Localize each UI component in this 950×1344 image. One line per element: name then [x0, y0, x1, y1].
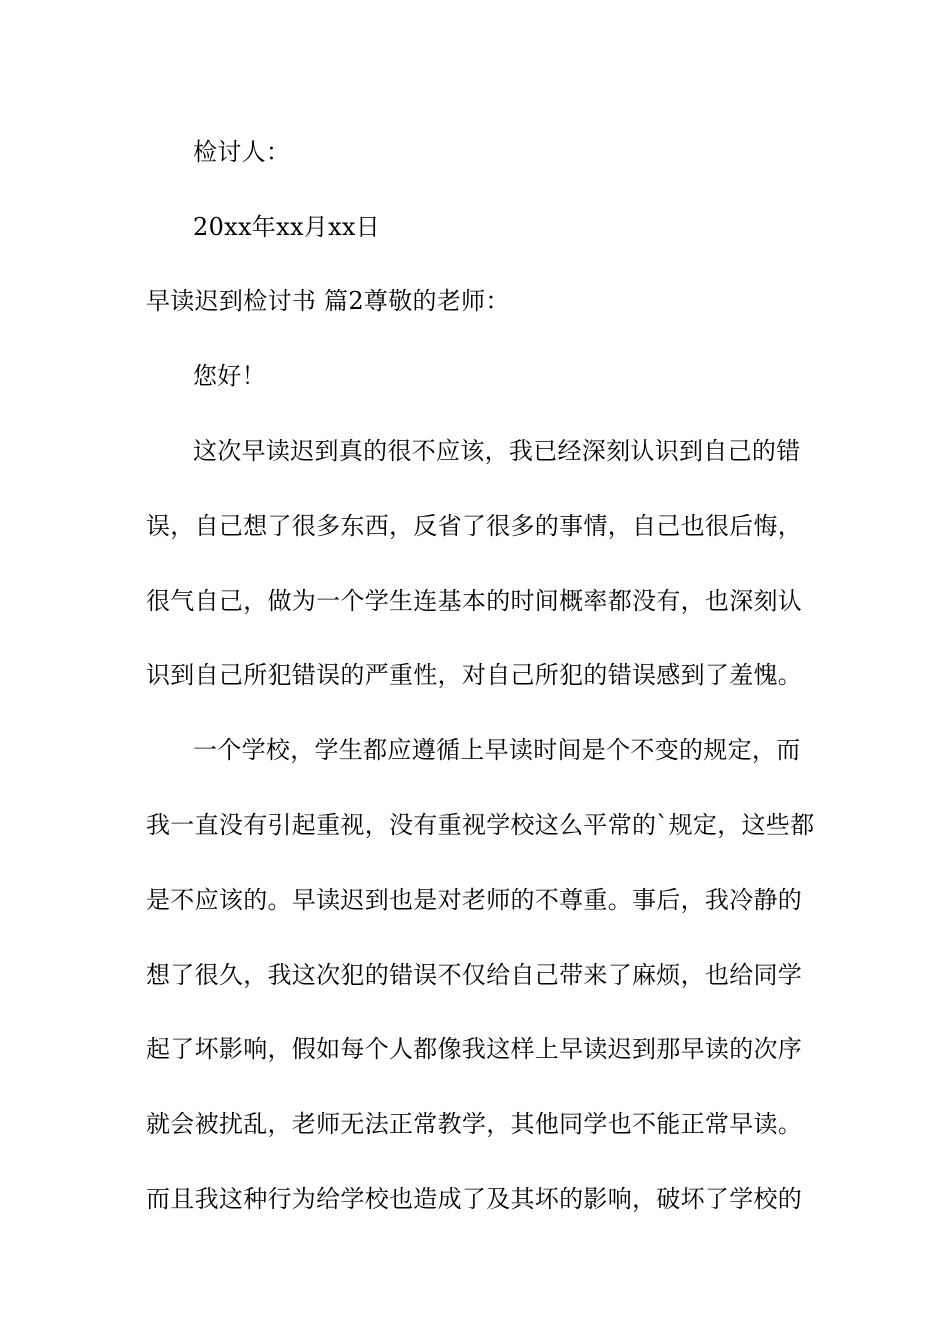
body-line: 起了坏影响，假如每个人都像我这样上早读迟到那早读的次序 [146, 1035, 803, 1063]
section-heading: 早读迟到检讨书 篇2尊敬的老师： [146, 287, 510, 315]
body-line: 一个学校，学生都应遵循上早读时间是个不变的规定，而 [193, 736, 801, 764]
greeting: 您好！ [193, 362, 266, 390]
body-line: 我一直没有引起重视，没有重视学校这么平常的`规定，这些都 [146, 811, 815, 839]
signature-label: 检讨人： [193, 138, 291, 166]
body-line: 是不应该的。早读迟到也是对老师的不尊重。事后，我冷静的 [146, 886, 803, 914]
body-line: 这次早读迟到真的很不应该，我已经深刻认识到自己的错 [193, 437, 801, 465]
body-line: 而且我这种行为给学校也造成了及其坏的影响，破坏了学校的 [146, 1185, 803, 1213]
body-line: 识到自己所犯错误的严重性，对自己所犯的错误感到了羞愧。 [146, 661, 803, 689]
date-line: 20xx年xx月xx日 [193, 213, 381, 241]
body-line: 想了很久，我这次犯的错误不仅给自己带来了麻烦，也给同学 [146, 961, 803, 989]
body-line: 就会被扰乱，老师无法正常教学，其他同学也不能正常早读。 [146, 1110, 803, 1138]
body-line: 很气自己，做为一个学生连基本的时间概率都没有，也深刻认 [146, 587, 803, 615]
body-line: 误，自己想了很多东西，反省了很多的事情，自己也很后悔， [146, 512, 803, 540]
